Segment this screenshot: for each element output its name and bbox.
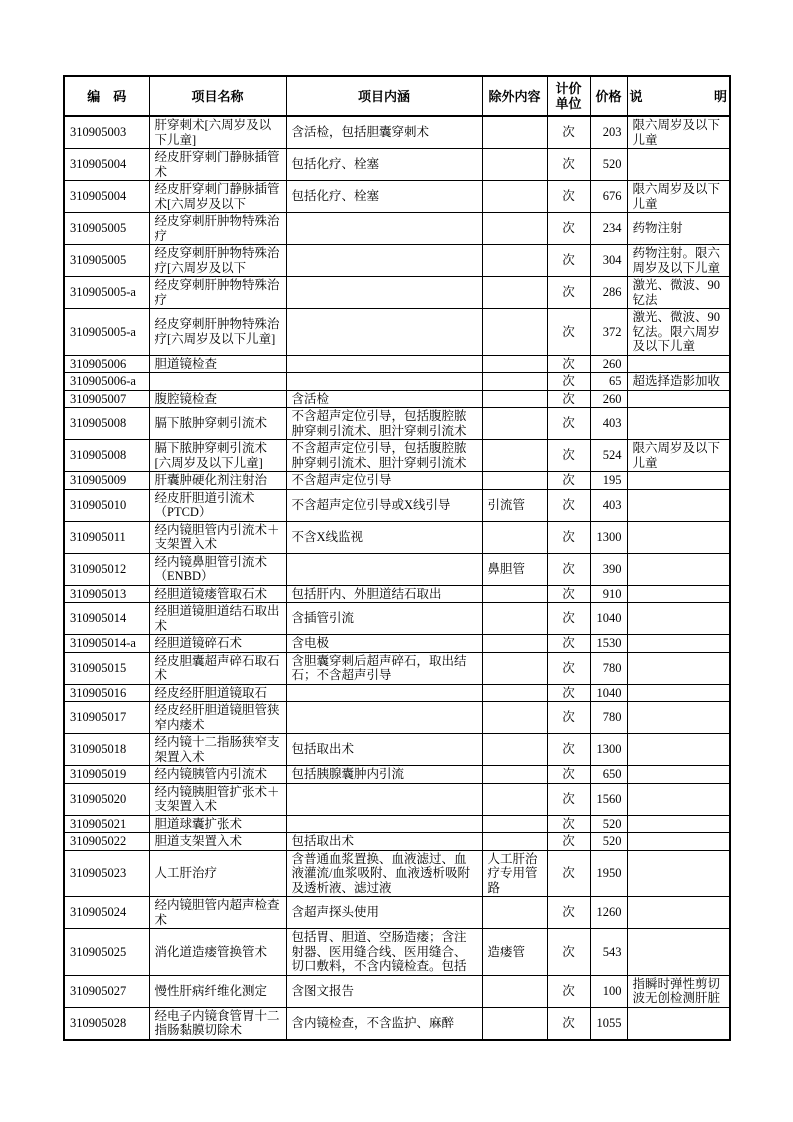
excluded-content-cell (482, 897, 547, 929)
code-cell: 310905009 (64, 472, 149, 490)
price-cell: 910 (590, 585, 627, 603)
pricing-unit-cell: 次 (547, 766, 590, 784)
excluded-content-cell (482, 116, 547, 149)
item-name-cell: 经皮肝穿刺门静脉插管术 (149, 149, 286, 181)
item-name-cell: 腹腔镜检查 (149, 390, 286, 408)
item-name-cell: 经内镜胆管内引流术＋支架置入术 (149, 521, 286, 553)
pricing-unit-cell: 次 (547, 149, 590, 181)
excluded-content-cell (482, 652, 547, 684)
item-name-cell: 经皮胆囊超声碎石取石术 (149, 652, 286, 684)
price-cell: 372 (590, 309, 627, 356)
pricing-unit-cell: 次 (547, 734, 590, 766)
note-cell (627, 766, 730, 784)
item-name-cell: 经内镜胆管内超声检查术 (149, 897, 286, 929)
code-cell: 310905022 (64, 833, 149, 851)
item-content-cell (286, 213, 482, 245)
note-cell (627, 833, 730, 851)
table-row (64, 766, 730, 784)
item-content-cell: 不含超声定位引导，包括腹腔脓肿穿刺引流术、胆汁穿刺引流术 (286, 408, 482, 440)
note-cell (627, 1007, 730, 1040)
code-cell: 310905014 (64, 603, 149, 635)
table-row (64, 116, 730, 149)
table-row (64, 850, 730, 897)
code-cell: 310905018 (64, 734, 149, 766)
table-row (64, 181, 730, 213)
item-content-cell: 含内镜检查，不含监护、麻醉 (286, 1007, 482, 1040)
note-cell (627, 684, 730, 702)
item-name-cell: 膈下脓肿穿刺引流术[六周岁及以下儿童] (149, 440, 286, 472)
code-cell: 310905003 (64, 116, 149, 149)
item-content-cell: 不含超声定位引导或X线引导 (286, 489, 482, 521)
pricing-unit-cell: 次 (547, 521, 590, 553)
pricing-unit-cell: 次 (547, 245, 590, 277)
table-row (64, 603, 730, 635)
table-row (64, 489, 730, 521)
excluded-content-cell (482, 245, 547, 277)
excluded-content-cell (482, 440, 547, 472)
item-name-cell: 经内镜十二指肠狭窄支架置入术 (149, 734, 286, 766)
table-row (64, 1007, 730, 1040)
note-cell (627, 390, 730, 408)
item-name-cell: 经皮经肝胆道镜取石 (149, 684, 286, 702)
pricing-unit-cell: 次 (547, 833, 590, 851)
table-row (64, 390, 730, 408)
note-cell (627, 815, 730, 833)
table-row (64, 373, 730, 391)
table-row (64, 472, 730, 490)
item-name-cell: 经皮肝穿刺门静脉插管术[六周岁及以下 (149, 181, 286, 213)
header-row (64, 76, 730, 116)
table-row (64, 553, 730, 585)
table-row (64, 652, 730, 684)
note-cell: 超选择造影加收 (627, 373, 730, 391)
code-cell: 310905011 (64, 521, 149, 553)
table-header (64, 76, 730, 116)
note-cell: 药物注射 (627, 213, 730, 245)
item-name-cell: 经内镜胰管内引流术 (149, 766, 286, 784)
pricing-unit-cell: 次 (547, 390, 590, 408)
code-cell: 310905025 (64, 929, 149, 976)
excluded-content-cell (482, 373, 547, 391)
table-row (64, 897, 730, 929)
pricing-unit-cell: 次 (547, 684, 590, 702)
note-cell: 激光、微波、90钇法 (627, 277, 730, 309)
pricing-unit-cell: 次 (547, 652, 590, 684)
table-row (64, 245, 730, 277)
pricing-unit-cell: 次 (547, 635, 590, 653)
pricing-unit-cell: 次 (547, 116, 590, 149)
code-cell: 310905021 (64, 815, 149, 833)
code-cell: 310905008 (64, 440, 149, 472)
note-cell (627, 489, 730, 521)
item-name-cell (149, 373, 286, 391)
pricing-unit-cell: 次 (547, 897, 590, 929)
item-name-cell: 肝囊肿硬化剂注射治 (149, 472, 286, 490)
header-unit: 计价单位 (547, 76, 590, 116)
code-cell: 310905023 (64, 850, 149, 897)
item-content-cell (286, 553, 482, 585)
header-content: 项目内涵 (286, 76, 482, 116)
price-cell: 260 (590, 355, 627, 373)
code-cell: 310905015 (64, 652, 149, 684)
pricing-unit-cell: 次 (547, 815, 590, 833)
item-content-cell (286, 702, 482, 734)
excluded-content-cell: 引流管 (482, 489, 547, 521)
code-cell: 310905013 (64, 585, 149, 603)
excluded-content-cell (482, 975, 547, 1007)
item-content-cell: 含图文报告 (286, 975, 482, 1007)
table-row (64, 815, 730, 833)
item-name-cell: 经皮穿刺肝肿物特殊治疗[六周岁及以下儿童] (149, 309, 286, 356)
note-cell (627, 603, 730, 635)
table-row (64, 521, 730, 553)
item-content-cell: 含活检，包括胆囊穿刺术 (286, 116, 482, 149)
pricing-unit-cell: 次 (547, 603, 590, 635)
table-row (64, 355, 730, 373)
item-name-cell: 经内镜鼻胆管引流术（ENBD） (149, 553, 286, 585)
item-content-cell (286, 373, 482, 391)
note-cell (627, 652, 730, 684)
price-cell: 676 (590, 181, 627, 213)
excluded-content-cell: 鼻胆管 (482, 553, 547, 585)
item-content-cell: 包括胰腺囊肿内引流 (286, 766, 482, 784)
note-cell: 指瞬时弹性剪切波无创检测肝脏 (627, 975, 730, 1007)
item-name-cell: 膈下脓肿穿刺引流术 (149, 408, 286, 440)
table-row (64, 684, 730, 702)
excluded-content-cell (482, 390, 547, 408)
code-cell: 310905006 (64, 355, 149, 373)
excluded-content-cell (482, 815, 547, 833)
item-content-cell (286, 815, 482, 833)
item-content-cell: 含普通血浆置换、血液滤过、血液灌流/血浆吸附、血液透析吸附及透析液、滤过液 (286, 850, 482, 897)
item-name-cell: 经皮经肝胆道镜胆管狭窄内瘘术 (149, 702, 286, 734)
header-price: 价格 (590, 76, 627, 116)
table-row (64, 440, 730, 472)
price-cell: 403 (590, 489, 627, 521)
price-cell: 650 (590, 766, 627, 784)
fee-schedule-table (63, 75, 731, 1041)
item-content-cell (286, 277, 482, 309)
excluded-content-cell: 造瘘管 (482, 929, 547, 976)
price-cell: 780 (590, 702, 627, 734)
code-cell: 310905010 (64, 489, 149, 521)
table-row (64, 408, 730, 440)
code-cell: 310905005-a (64, 309, 149, 356)
price-cell: 234 (590, 213, 627, 245)
note-cell (627, 850, 730, 897)
item-name-cell: 经胆道镜瘘管取石术 (149, 585, 286, 603)
item-name-cell: 经皮肝胆道引流术（PTCD） (149, 489, 286, 521)
pricing-unit-cell: 次 (547, 373, 590, 391)
pricing-unit-cell: 次 (547, 702, 590, 734)
excluded-content-cell (482, 355, 547, 373)
price-cell: 203 (590, 116, 627, 149)
table-row (64, 833, 730, 851)
code-cell: 310905012 (64, 553, 149, 585)
code-cell: 310905027 (64, 975, 149, 1007)
item-name-cell: 慢性肝病纤维化测定 (149, 975, 286, 1007)
price-cell: 520 (590, 815, 627, 833)
note-cell (627, 408, 730, 440)
item-name-cell: 经皮穿刺肝肿物特殊治疗 (149, 277, 286, 309)
pricing-unit-cell: 次 (547, 585, 590, 603)
item-content-cell (286, 309, 482, 356)
item-content-cell: 不含超声定位引导 (286, 472, 482, 490)
pricing-unit-cell: 次 (547, 783, 590, 815)
excluded-content-cell (482, 734, 547, 766)
item-content-cell: 包括胃、胆道、空肠造瘘；含注射器、医用缝合线、医用缝合、切口敷料，不含内镜检查。包括 (286, 929, 482, 976)
note-cell: 药物注射。限六周岁及以下儿童 (627, 245, 730, 277)
price-cell: 520 (590, 833, 627, 851)
table-row (64, 734, 730, 766)
note-cell (627, 585, 730, 603)
pricing-unit-cell: 次 (547, 440, 590, 472)
excluded-content-cell: 人工肝治疗专用管路 (482, 850, 547, 897)
table-row (64, 277, 730, 309)
item-content-cell: 含电极 (286, 635, 482, 653)
table-row (64, 309, 730, 356)
note-cell (627, 472, 730, 490)
code-cell: 310905024 (64, 897, 149, 929)
pricing-unit-cell: 次 (547, 213, 590, 245)
excluded-content-cell (482, 181, 547, 213)
price-cell: 543 (590, 929, 627, 976)
item-name-cell: 胆道支架置入术 (149, 833, 286, 851)
price-cell: 260 (590, 390, 627, 408)
price-cell: 1040 (590, 684, 627, 702)
note-cell (627, 149, 730, 181)
item-content-cell (286, 355, 482, 373)
table-row (64, 783, 730, 815)
pricing-unit-cell: 次 (547, 408, 590, 440)
price-cell: 524 (590, 440, 627, 472)
item-content-cell: 包括肝内、外胆道结石取出 (286, 585, 482, 603)
price-cell: 1300 (590, 521, 627, 553)
excluded-content-cell (482, 213, 547, 245)
header-note: 说明 (627, 76, 730, 116)
code-cell: 310905005 (64, 245, 149, 277)
item-name-cell: 胆道球囊扩张术 (149, 815, 286, 833)
item-name-cell: 经皮穿刺肝肿物特殊治疗 (149, 213, 286, 245)
table-row (64, 213, 730, 245)
code-cell: 310905007 (64, 390, 149, 408)
item-content-cell: 含超声探头使用 (286, 897, 482, 929)
table-body (64, 116, 730, 1040)
item-content-cell: 不含超声定位引导，包括腹腔脓肿穿刺引流术、胆汁穿刺引流术 (286, 440, 482, 472)
code-cell: 310905017 (64, 702, 149, 734)
pricing-unit-cell: 次 (547, 355, 590, 373)
code-cell: 310905004 (64, 181, 149, 213)
table-row (64, 975, 730, 1007)
item-name-cell: 经胆道镜碎石术 (149, 635, 286, 653)
excluded-content-cell (482, 635, 547, 653)
pricing-unit-cell: 次 (547, 850, 590, 897)
note-cell (627, 897, 730, 929)
note-cell: 激光、微波、90钇法。限六周岁及以下儿童 (627, 309, 730, 356)
table-row (64, 635, 730, 653)
price-cell: 1040 (590, 603, 627, 635)
table-row (64, 702, 730, 734)
table-row (64, 149, 730, 181)
excluded-content-cell (482, 585, 547, 603)
pricing-unit-cell: 次 (547, 489, 590, 521)
note-cell (627, 702, 730, 734)
pricing-unit-cell: 次 (547, 277, 590, 309)
note-cell (627, 521, 730, 553)
price-cell: 1560 (590, 783, 627, 815)
pricing-unit-cell: 次 (547, 975, 590, 1007)
table-row (64, 585, 730, 603)
code-cell: 310905020 (64, 783, 149, 815)
price-cell: 1300 (590, 734, 627, 766)
note-cell: 限六周岁及以下儿童 (627, 181, 730, 213)
header-exclude: 除外内容 (482, 76, 547, 116)
excluded-content-cell (482, 833, 547, 851)
code-cell: 310905005 (64, 213, 149, 245)
code-cell: 310905016 (64, 684, 149, 702)
note-cell (627, 553, 730, 585)
item-content-cell: 含活检 (286, 390, 482, 408)
item-name-cell: 经胆道镜胆道结石取出术 (149, 603, 286, 635)
price-cell: 1260 (590, 897, 627, 929)
code-cell: 310905006-a (64, 373, 149, 391)
item-name-cell: 胆道镜检查 (149, 355, 286, 373)
note-cell (627, 355, 730, 373)
header-code: 编 码 (64, 76, 149, 116)
item-content-cell: 包括取出术 (286, 734, 482, 766)
pricing-unit-cell: 次 (547, 1007, 590, 1040)
excluded-content-cell (482, 766, 547, 784)
price-cell: 195 (590, 472, 627, 490)
code-cell: 310905004 (64, 149, 149, 181)
pricing-unit-cell: 次 (547, 309, 590, 356)
price-cell: 65 (590, 373, 627, 391)
code-cell: 310905014-a (64, 635, 149, 653)
item-content-cell: 包括化疗、栓塞 (286, 149, 482, 181)
price-cell: 520 (590, 149, 627, 181)
item-content-cell (286, 783, 482, 815)
excluded-content-cell (482, 472, 547, 490)
excluded-content-cell (482, 684, 547, 702)
price-cell: 100 (590, 975, 627, 1007)
excluded-content-cell (482, 783, 547, 815)
price-cell: 1950 (590, 850, 627, 897)
item-name-cell: 消化道造瘘管换管术 (149, 929, 286, 976)
excluded-content-cell (482, 309, 547, 356)
code-cell: 310905028 (64, 1007, 149, 1040)
item-content-cell: 包括化疗、栓塞 (286, 181, 482, 213)
excluded-content-cell (482, 277, 547, 309)
item-content-cell: 包括取出术 (286, 833, 482, 851)
item-name-cell: 人工肝治疗 (149, 850, 286, 897)
item-name-cell: 经皮穿刺肝肿物特殊治疗[六周岁及以下 (149, 245, 286, 277)
price-cell: 1055 (590, 1007, 627, 1040)
item-content-cell: 含插管引流 (286, 603, 482, 635)
note-cell: 限六周岁及以下儿童 (627, 440, 730, 472)
pricing-unit-cell: 次 (547, 472, 590, 490)
excluded-content-cell (482, 603, 547, 635)
price-cell: 403 (590, 408, 627, 440)
code-cell: 310905005-a (64, 277, 149, 309)
price-cell: 390 (590, 553, 627, 585)
item-content-cell: 含胆囊穿刺后超声碎石，取出结石；不含超声引导 (286, 652, 482, 684)
excluded-content-cell (482, 521, 547, 553)
note-cell: 限六周岁及以下儿童 (627, 116, 730, 149)
header-name: 项目名称 (149, 76, 286, 116)
pricing-unit-cell: 次 (547, 929, 590, 976)
excluded-content-cell (482, 149, 547, 181)
excluded-content-cell (482, 1007, 547, 1040)
item-content-cell: 不含X线监视 (286, 521, 482, 553)
note-cell (627, 929, 730, 976)
price-cell: 1530 (590, 635, 627, 653)
price-cell: 304 (590, 245, 627, 277)
excluded-content-cell (482, 702, 547, 734)
item-name-cell: 经内镜胰胆管扩张术＋支架置入术 (149, 783, 286, 815)
price-cell: 780 (590, 652, 627, 684)
pricing-unit-cell: 次 (547, 553, 590, 585)
item-name-cell: 经电子内镜食管胃十二指肠黏膜切除术 (149, 1007, 286, 1040)
note-cell (627, 734, 730, 766)
excluded-content-cell (482, 408, 547, 440)
item-name-cell: 肝穿刺术[六周岁及以下儿童] (149, 116, 286, 149)
item-content-cell (286, 684, 482, 702)
note-cell (627, 783, 730, 815)
price-cell: 286 (590, 277, 627, 309)
code-cell: 310905019 (64, 766, 149, 784)
table-row (64, 929, 730, 976)
code-cell: 310905008 (64, 408, 149, 440)
note-cell (627, 635, 730, 653)
pricing-unit-cell: 次 (547, 181, 590, 213)
item-content-cell (286, 245, 482, 277)
